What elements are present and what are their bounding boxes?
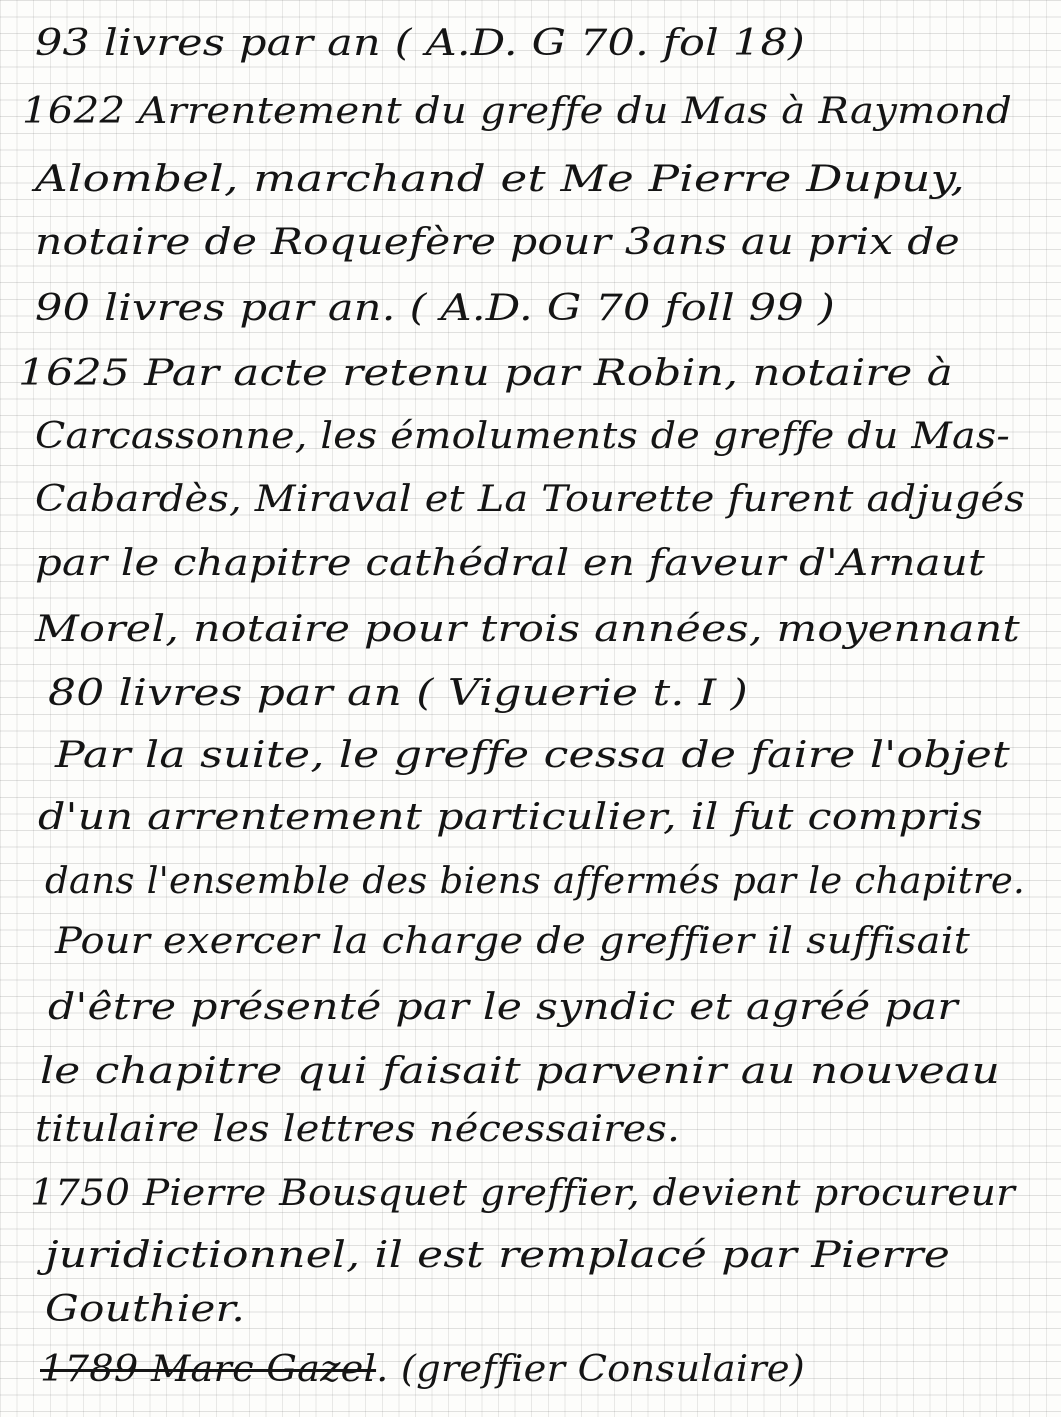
text-line-18: titulaire les lettres nécessaires. bbox=[35, 1109, 680, 1150]
text-line-4: notaire de Roquefère pour 3ans au prix de bbox=[35, 222, 960, 263]
text-line-13: d'un arrentement particulier, il fut compris bbox=[38, 797, 983, 838]
text-line-19: 1750 Pierre Bousquet greffier, devient procureur bbox=[30, 1173, 1015, 1214]
text-line-1: 93 livres par an ( A.D. G 70. fol 18) bbox=[35, 23, 805, 64]
text-line-14: dans l'ensemble des biens affermés par le chapitre. bbox=[45, 861, 1025, 902]
text-line-21: Gouthier. bbox=[45, 1289, 245, 1330]
text-line-2: 1622 Arrentement du greffe du Mas à Raymond bbox=[22, 91, 1012, 132]
text-line-12: Par la suite, le greffe cessa de faire l'objet bbox=[55, 735, 1010, 776]
text-line-17: le chapitre qui faisait parvenir au nouveau bbox=[40, 1051, 1000, 1092]
text-line-11: 80 livres par an ( Viguerie t. I ) bbox=[48, 673, 748, 714]
text-line-6: 1625 Par acte retenu par Robin, notaire à bbox=[18, 353, 953, 394]
text-line-9: par le chapitre cathédral en faveur d'Arnaut bbox=[35, 543, 985, 584]
text-line-15: Pour exercer la charge de greffier il suffisait bbox=[55, 921, 970, 962]
text-line-20: juridictionnel, il est remplacé par Pierre bbox=[45, 1235, 950, 1276]
struck-out-text: 1789 Marc Gazel bbox=[40, 1349, 377, 1390]
text-line-3: Alombel, marchand et Me Pierre Dupuy, bbox=[35, 159, 966, 200]
text-line-16: d'être présenté par le syndic et agréé par bbox=[48, 987, 958, 1028]
text-line-5: 90 livres par an. ( A.D. G 70 foll 99 ) bbox=[35, 288, 835, 329]
text-line-22: 1789 Marc Gazel. (greffier Consulaire) bbox=[40, 1349, 805, 1390]
text-line-8: Cabardès, Miraval et La Tourette furent adjugés bbox=[35, 479, 1025, 520]
text-line-10: Morel, notaire pour trois années, moyennant bbox=[35, 609, 1020, 650]
text-line-7: Carcassonne, les émoluments de greffe du Mas- bbox=[35, 416, 1010, 457]
